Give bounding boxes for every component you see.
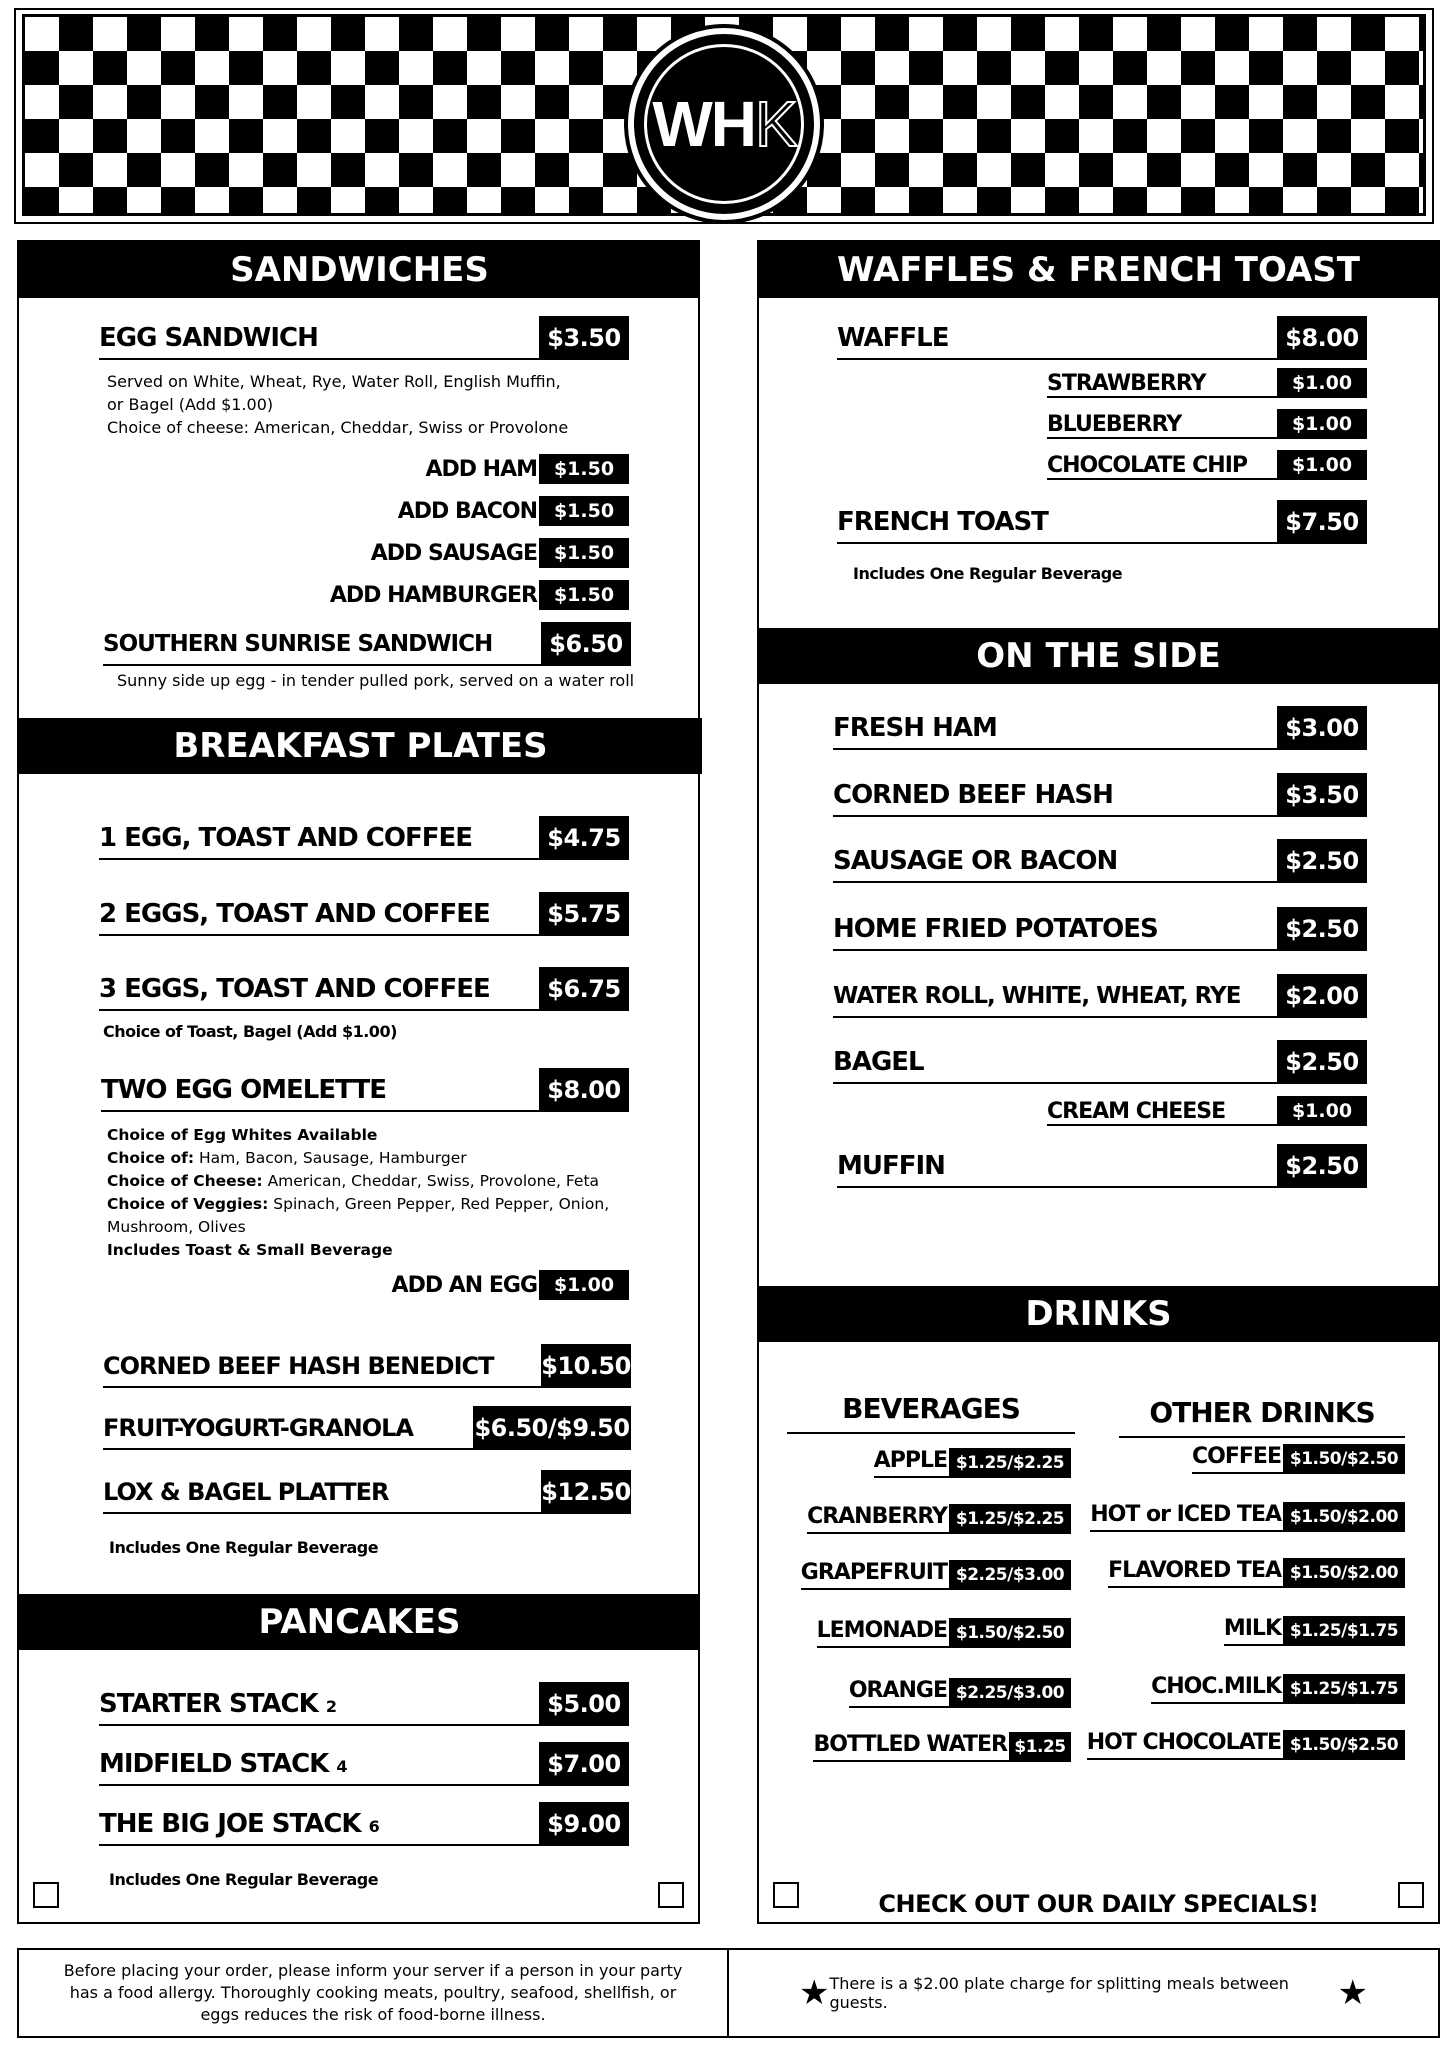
item-name: FRESH HAM bbox=[833, 706, 1277, 750]
drink-price: $2.25/$3.00 bbox=[949, 1678, 1071, 1708]
desc-text: American, Cheddar, Swiss, Provolone, Feta bbox=[262, 1172, 600, 1190]
desc-line: Served on White, Wheat, Rye, Water Roll, English Muffin, bbox=[107, 372, 561, 391]
item-price: $7.00 bbox=[539, 1742, 629, 1786]
menu-item-starter-stack bbox=[99, 1682, 629, 1726]
desc-label: Choice of Cheese: bbox=[107, 1172, 263, 1190]
addon-price: $1.50 bbox=[539, 454, 629, 484]
plate-charge-text: There is a $2.00 plate charge for splitting meals between guests. bbox=[829, 1974, 1289, 2012]
menu-item-southern-sunrise bbox=[103, 622, 631, 666]
item-name: CORNED BEEF HASH BENEDICT bbox=[103, 1344, 541, 1388]
drink-price: $1.25 bbox=[1009, 1732, 1071, 1762]
item-price: $10.50 bbox=[541, 1344, 631, 1388]
addon-name: ADD SAUSAGE bbox=[370, 541, 537, 566]
drink-name: LEMONADE bbox=[817, 1616, 1071, 1648]
item-price: $8.00 bbox=[539, 1068, 629, 1112]
drink-name: HOT or ICED TEA bbox=[1090, 1500, 1405, 1532]
item-price: $5.75 bbox=[539, 892, 629, 936]
addon-name: ADD BACON bbox=[397, 499, 537, 524]
topping-name: BLUEBERRY bbox=[1047, 412, 1182, 437]
section-title-pancakes: PANCAKES bbox=[19, 1594, 700, 1650]
desc-label: Choice of: bbox=[107, 1149, 195, 1167]
topping-strawberry bbox=[1047, 366, 1367, 398]
menu-item-corned-beef-hash bbox=[833, 773, 1367, 817]
stack-name: STARTER STACK bbox=[99, 1689, 318, 1719]
breakfast-beverage-note: Includes One Regular Beverage bbox=[109, 1538, 379, 1557]
addon-price: $1.50 bbox=[539, 496, 629, 526]
drink-milk bbox=[1079, 1616, 1405, 1646]
item-name: HOME FRIED POTATOES bbox=[833, 907, 1277, 951]
menu-item-bread bbox=[833, 974, 1367, 1018]
item-name: EGG SANDWICH bbox=[99, 316, 539, 360]
item-price: $2.50 bbox=[1277, 1144, 1367, 1188]
item-price: $3.50 bbox=[1277, 773, 1367, 817]
desc-label: Choice of Veggies: bbox=[107, 1195, 269, 1213]
menu-item-muffin bbox=[837, 1144, 1367, 1188]
drink-price: $1.50/$2.00 bbox=[1283, 1502, 1405, 1532]
section-title-side: ON THE SIDE bbox=[759, 628, 1438, 684]
item-price: $2.50 bbox=[1277, 1040, 1367, 1084]
addon-cream-cheese bbox=[1047, 1094, 1367, 1126]
item-name: MUFFIN bbox=[837, 1144, 1277, 1188]
drink-orange bbox=[789, 1678, 1071, 1708]
desc-line: Choice of cheese: American, Cheddar, Swiss or Provolone bbox=[107, 418, 569, 437]
topping-name: STRAWBERRY bbox=[1047, 371, 1206, 396]
menu-item-omelette bbox=[101, 1068, 629, 1112]
drink-price: $1.50/$2.50 bbox=[1283, 1730, 1405, 1760]
drink-price: $1.25/$2.25 bbox=[949, 1448, 1071, 1478]
addon-name: ADD HAMBURGER bbox=[329, 583, 537, 608]
drink-tea bbox=[1079, 1502, 1405, 1532]
item-name: LOX & BAGEL PLATTER bbox=[103, 1470, 541, 1514]
addon-hamburger bbox=[219, 578, 629, 610]
stack-count: 6 bbox=[368, 1817, 380, 1836]
topping-chocolate-chip bbox=[1047, 448, 1367, 480]
stack-count: 4 bbox=[336, 1757, 348, 1776]
menu-item-midfield-stack bbox=[99, 1742, 629, 1786]
item-price: $12.50 bbox=[541, 1470, 631, 1514]
addon-price: $1.50 bbox=[539, 538, 629, 568]
drink-name: MILK bbox=[1224, 1614, 1405, 1646]
drink-name: ORANGE bbox=[849, 1676, 1071, 1708]
drink-price: $1.50/$2.50 bbox=[949, 1618, 1071, 1648]
section-title-sandwiches: SANDWICHES bbox=[19, 242, 700, 298]
corner-ornament bbox=[658, 1882, 684, 1908]
addon-price: $1.00 bbox=[1277, 1096, 1367, 1126]
menu-item-french-toast bbox=[837, 500, 1367, 544]
addon-price: $1.00 bbox=[539, 1270, 629, 1300]
addon-price: $1.50 bbox=[539, 580, 629, 610]
addon-bacon bbox=[219, 494, 629, 526]
drink-price: $1.25/$2.25 bbox=[949, 1504, 1071, 1534]
footer-notice bbox=[17, 1948, 1440, 2038]
item-price: $6.50 bbox=[541, 622, 631, 666]
item-price: $2.50 bbox=[1277, 839, 1367, 883]
menu-item-3-eggs bbox=[99, 967, 629, 1011]
drink-price: $1.50/$2.00 bbox=[1283, 1558, 1405, 1588]
menu-item-benedict bbox=[103, 1344, 631, 1388]
menu-item-waffle bbox=[837, 316, 1367, 360]
menu-item-1-egg bbox=[99, 816, 629, 860]
drink-grapefruit bbox=[789, 1560, 1071, 1590]
menu-item-home-fries bbox=[833, 907, 1367, 951]
addon-ham bbox=[219, 452, 629, 484]
whk-logo bbox=[628, 28, 820, 220]
drink-coffee bbox=[1079, 1444, 1405, 1474]
drink-name: CRANBERRY bbox=[807, 1502, 1071, 1534]
addon-add-egg bbox=[219, 1268, 629, 1300]
desc-text: Spinach, Green Pepper, Red Pepper, Onion, bbox=[268, 1195, 610, 1213]
stack-count: 2 bbox=[325, 1697, 337, 1716]
menu-item-lox bbox=[103, 1470, 631, 1514]
drink-apple bbox=[789, 1448, 1071, 1478]
star-icon: ★ bbox=[1337, 1973, 1368, 2013]
item-price: $2.00 bbox=[1277, 974, 1367, 1018]
item-price: $8.00 bbox=[1277, 316, 1367, 360]
topping-price: $1.00 bbox=[1277, 409, 1367, 439]
desc-text: Ham, Bacon, Sausage, Hamburger bbox=[194, 1149, 467, 1167]
item-price: $5.00 bbox=[539, 1682, 629, 1726]
daily-specials-callout: CHECK OUT OUR DAILY SPECIALS! bbox=[878, 1890, 1319, 1918]
item-price: $3.00 bbox=[1277, 706, 1367, 750]
item-name bbox=[99, 1742, 539, 1786]
menu-item-bagel bbox=[833, 1040, 1367, 1084]
drink-lemonade bbox=[789, 1618, 1071, 1648]
drink-name: HOT CHOCOLATE bbox=[1087, 1728, 1405, 1760]
desc-line: Mushroom, Olives bbox=[107, 1218, 246, 1236]
item-name: TWO EGG OMELETTE bbox=[101, 1068, 539, 1112]
corner-ornament bbox=[33, 1882, 59, 1908]
row-rule bbox=[1047, 437, 1277, 439]
stack-name: THE BIG JOE STACK bbox=[99, 1809, 361, 1839]
desc-line: or Bagel (Add $1.00) bbox=[107, 395, 274, 414]
other-drinks-heading: OTHER DRINKS bbox=[1119, 1396, 1405, 1438]
drink-hot-chocolate bbox=[1079, 1730, 1405, 1760]
drink-price: $1.25/$1.75 bbox=[1283, 1616, 1405, 1646]
drink-price: $2.25/$3.00 bbox=[949, 1560, 1071, 1590]
left-menu-panel bbox=[17, 240, 700, 1924]
right-menu-panel bbox=[757, 240, 1440, 1924]
menu-item-fresh-ham bbox=[833, 706, 1367, 750]
item-price: $7.50 bbox=[1277, 500, 1367, 544]
item-price: $4.75 bbox=[539, 816, 629, 860]
toast-note: Choice of Toast, Bagel (Add $1.00) bbox=[103, 1022, 397, 1041]
logo-wh: WH bbox=[652, 88, 755, 160]
drink-price: $1.25/$1.75 bbox=[1283, 1674, 1405, 1704]
item-name: WATER ROLL, WHITE, WHEAT, RYE bbox=[833, 974, 1277, 1018]
logo-k: K bbox=[754, 88, 796, 160]
allergy-notice: Before placing your order, please inform your server if a person in your party has a food allergy. Thoroughly cooking meats, poultry, seafood, shellfish, or eggs reduces the risk of food-borne illness. bbox=[19, 1950, 729, 2036]
item-name: 1 EGG, TOAST AND COFFEE bbox=[99, 816, 539, 860]
plate-charge-notice bbox=[729, 1950, 1438, 2036]
section-title-waffles: WAFFLES & FRENCH TOAST bbox=[759, 242, 1438, 298]
addon-name: CREAM CHEESE bbox=[1047, 1099, 1226, 1124]
drink-name: COFFEE bbox=[1192, 1442, 1405, 1474]
drink-name: GRAPEFRUIT bbox=[801, 1558, 1071, 1590]
topping-name: CHOCOLATE CHIP bbox=[1047, 453, 1248, 478]
item-name bbox=[99, 1682, 539, 1726]
item-name bbox=[99, 1802, 539, 1846]
menu-item-granola bbox=[103, 1406, 631, 1450]
row-rule bbox=[1047, 1124, 1277, 1126]
item-name: BAGEL bbox=[833, 1040, 1277, 1084]
topping-price: $1.00 bbox=[1277, 368, 1367, 398]
item-name: WAFFLE bbox=[837, 316, 1277, 360]
item-name: SOUTHERN SUNRISE SANDWICH bbox=[103, 622, 541, 666]
drink-bottled-water bbox=[789, 1732, 1071, 1762]
drink-choc-milk bbox=[1079, 1674, 1405, 1704]
addon-name: ADD HAM bbox=[425, 457, 537, 482]
drink-name: FLAVORED TEA bbox=[1108, 1556, 1405, 1588]
southern-sunrise-description: Sunny side up egg - in tender pulled pork, served on a water roll bbox=[117, 671, 635, 690]
drink-name: BOTTLED WATER bbox=[813, 1730, 1071, 1762]
menu-item-2-eggs bbox=[99, 892, 629, 936]
row-rule bbox=[1047, 478, 1277, 480]
row-rule bbox=[1047, 396, 1277, 398]
item-price: $2.50 bbox=[1277, 907, 1367, 951]
omelette-description bbox=[107, 1124, 609, 1262]
drink-cranberry bbox=[789, 1504, 1071, 1534]
item-name: 2 EGGS, TOAST AND COFFEE bbox=[99, 892, 539, 936]
item-price: $6.50/$9.50 bbox=[473, 1406, 631, 1450]
egg-sandwich-description bbox=[107, 370, 568, 439]
addon-name: ADD AN EGG bbox=[391, 1273, 537, 1298]
drink-name: CHOC.MILK bbox=[1151, 1672, 1405, 1704]
waffles-beverage-note: Includes One Regular Beverage bbox=[853, 564, 1123, 583]
item-name: 3 EGGS, TOAST AND COFFEE bbox=[99, 967, 539, 1011]
stack-name: MIDFIELD STACK bbox=[99, 1749, 329, 1779]
desc-line: Choice of Egg Whites Available bbox=[107, 1126, 378, 1144]
drink-flavored-tea bbox=[1079, 1558, 1405, 1588]
menu-item-big-joe-stack bbox=[99, 1802, 629, 1846]
item-name: CORNED BEEF HASH bbox=[833, 773, 1277, 817]
item-price: $3.50 bbox=[539, 316, 629, 360]
item-price: $6.75 bbox=[539, 967, 629, 1011]
section-title-drinks: DRINKS bbox=[759, 1286, 1438, 1342]
beverages-heading: BEVERAGES bbox=[787, 1392, 1075, 1434]
drink-price: $1.50/$2.50 bbox=[1283, 1444, 1405, 1474]
star-icon: ★ bbox=[799, 1973, 830, 2013]
topping-price: $1.00 bbox=[1277, 450, 1367, 480]
item-name: SAUSAGE OR BACON bbox=[833, 839, 1277, 883]
logo-text bbox=[652, 87, 795, 161]
addon-sausage bbox=[219, 536, 629, 568]
pancakes-beverage-note: Includes One Regular Beverage bbox=[109, 1870, 379, 1889]
item-price: $9.00 bbox=[539, 1802, 629, 1846]
topping-blueberry bbox=[1047, 407, 1367, 439]
item-name: FRENCH TOAST bbox=[837, 500, 1277, 544]
drink-name: APPLE bbox=[874, 1446, 1071, 1478]
desc-line: Includes Toast & Small Beverage bbox=[107, 1241, 393, 1259]
menu-item-egg-sandwich bbox=[99, 316, 629, 360]
item-name: FRUIT-YOGURT-GRANOLA bbox=[103, 1406, 473, 1450]
section-title-breakfast: BREAKFAST PLATES bbox=[19, 718, 702, 774]
menu-item-sausage-bacon bbox=[833, 839, 1367, 883]
